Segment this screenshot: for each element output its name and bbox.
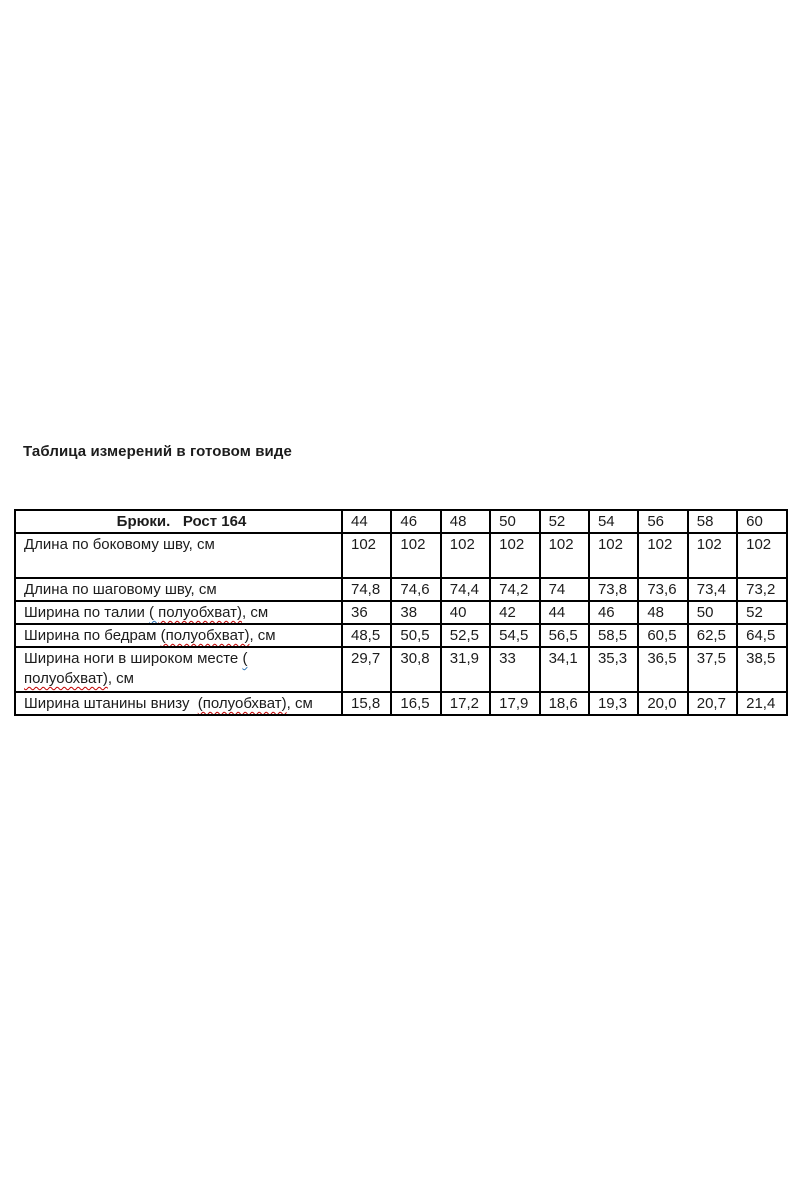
- size-header-cell: 54: [589, 510, 638, 533]
- value-cell: 29,7: [342, 647, 391, 692]
- row-label-cell: [15, 601, 342, 624]
- value-cell: 102: [688, 533, 737, 578]
- value-cell: 15,8: [342, 692, 391, 715]
- measurements-table: [14, 509, 788, 716]
- row-label-text: , см: [286, 695, 313, 712]
- measurements-table-container: [14, 509, 786, 716]
- value-cell: 36,5: [638, 647, 687, 692]
- value-cell: 58,5: [589, 624, 638, 647]
- value-cell: 21,4: [737, 692, 786, 715]
- value-cell: 38: [391, 601, 440, 624]
- row-label-text: Длина по боковому шву, см: [24, 536, 215, 553]
- value-cell: 18,6: [540, 692, 589, 715]
- table-title-cell: Брюки. Рост 164: [15, 510, 342, 533]
- size-header-cell: 50: [490, 510, 539, 533]
- table-header-row: [15, 510, 787, 533]
- row-label-text: , см: [249, 627, 276, 644]
- value-cell: 20,0: [638, 692, 687, 715]
- value-cell: 30,8: [391, 647, 440, 692]
- size-header-cell: 56: [638, 510, 687, 533]
- value-cell: 74,6: [391, 578, 440, 601]
- value-cell: 102: [638, 533, 687, 578]
- row-label-text: Ширина ноги в широком месте: [24, 650, 243, 667]
- value-cell: 17,2: [441, 692, 490, 715]
- value-cell: 44: [540, 601, 589, 624]
- value-cell: 35,3: [589, 647, 638, 692]
- value-cell: 52: [737, 601, 786, 624]
- row-label-cell: [15, 647, 342, 692]
- value-cell: 102: [342, 533, 391, 578]
- row-label-text: , см: [107, 670, 134, 687]
- size-header-cell: 58: [688, 510, 737, 533]
- value-cell: 36: [342, 601, 391, 624]
- row-label-text: Ширина по бедрам: [24, 627, 161, 644]
- row-label-text: Ширина по талии: [24, 604, 149, 621]
- value-cell: 60,5: [638, 624, 687, 647]
- spellcheck-red-squiggle: полуобхват): [24, 670, 108, 687]
- table-row: [15, 533, 787, 578]
- value-cell: 102: [540, 533, 589, 578]
- row-label-cell: [15, 533, 342, 578]
- value-cell: 46: [589, 601, 638, 624]
- value-cell: 19,3: [589, 692, 638, 715]
- size-header-cell: 52: [540, 510, 589, 533]
- value-cell: 48: [638, 601, 687, 624]
- spellcheck-blue-mark: (: [149, 604, 159, 621]
- value-cell: 42: [490, 601, 539, 624]
- value-cell: 73,2: [737, 578, 786, 601]
- row-label-cell: [15, 692, 342, 715]
- spellcheck-red-squiggle: полуобхват): [158, 604, 242, 621]
- size-header-cell: 46: [391, 510, 440, 533]
- value-cell: 74: [540, 578, 589, 601]
- value-cell: 33: [490, 647, 539, 692]
- value-cell: 73,6: [638, 578, 687, 601]
- spellcheck-blue-mark: (: [242, 650, 248, 667]
- size-header-cell: 48: [441, 510, 490, 533]
- value-cell: 54,5: [490, 624, 539, 647]
- value-cell: 16,5: [391, 692, 440, 715]
- value-cell: 74,4: [441, 578, 490, 601]
- table-row: [15, 692, 787, 715]
- size-header-cell: 44: [342, 510, 391, 533]
- value-cell: 56,5: [540, 624, 589, 647]
- measurements-table-body: [15, 510, 787, 715]
- value-cell: 64,5: [737, 624, 786, 647]
- value-cell: 52,5: [441, 624, 490, 647]
- value-cell: 102: [490, 533, 539, 578]
- value-cell: 62,5: [688, 624, 737, 647]
- spellcheck-red-squiggle: (полуобхват): [197, 695, 287, 712]
- row-label-text: Ширина штанины внизу: [24, 695, 198, 712]
- value-cell: 73,4: [688, 578, 737, 601]
- value-cell: 102: [737, 533, 786, 578]
- table-row: [15, 601, 787, 624]
- spellcheck-red-squiggle: (полуобхват): [160, 627, 250, 644]
- row-label-cell: [15, 624, 342, 647]
- value-cell: 102: [441, 533, 490, 578]
- value-cell: 74,8: [342, 578, 391, 601]
- value-cell: 102: [391, 533, 440, 578]
- value-cell: 17,9: [490, 692, 539, 715]
- value-cell: 50,5: [391, 624, 440, 647]
- table-row: [15, 647, 787, 692]
- value-cell: 20,7: [688, 692, 737, 715]
- value-cell: 48,5: [342, 624, 391, 647]
- value-cell: 50: [688, 601, 737, 624]
- value-cell: 102: [589, 533, 638, 578]
- row-label-text: , см: [242, 604, 269, 621]
- table-row: [15, 624, 787, 647]
- value-cell: 40: [441, 601, 490, 624]
- value-cell: 37,5: [688, 647, 737, 692]
- value-cell: 73,8: [589, 578, 638, 601]
- value-cell: 31,9: [441, 647, 490, 692]
- document-title: Таблица измерений в готовом виде: [23, 443, 292, 460]
- value-cell: 34,1: [540, 647, 589, 692]
- row-label-text: Длина по шаговому шву, см: [24, 581, 217, 598]
- value-cell: 74,2: [490, 578, 539, 601]
- value-cell: 38,5: [737, 647, 786, 692]
- table-row: [15, 578, 787, 601]
- size-header-cell: 60: [737, 510, 786, 533]
- row-label-cell: [15, 578, 342, 601]
